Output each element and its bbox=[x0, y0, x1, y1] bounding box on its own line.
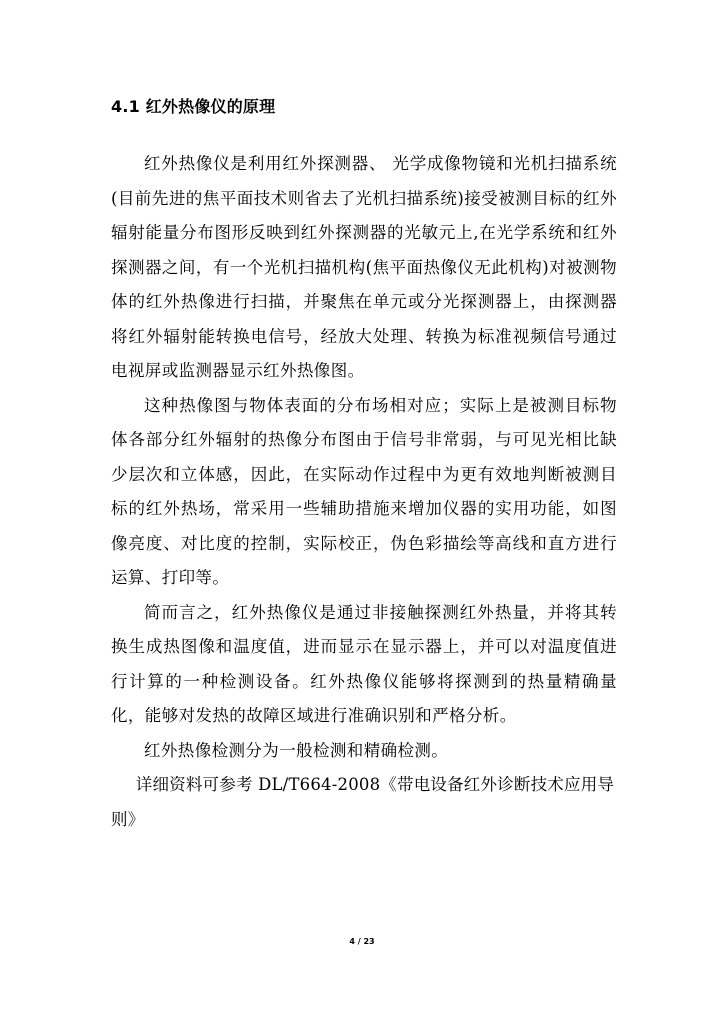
section-heading: 4.1 红外热像仪的原理 bbox=[111, 97, 276, 116]
body-text bbox=[111, 147, 617, 837]
paragraph-detection-types: 红外热像检测分为一般检测和精确检测。 bbox=[144, 740, 449, 760]
paragraph-thermal-image: 这种热像图与物体表面的分布场相对应；实际上是被测目标物体各部分红外辐射的热像分布图由于信号非常弱，与可见光相比缺少层次和立体感，因此，在实际动作过程中为更有效地判断被测目标的红外热场，常采用一些辅助措施来增加仪器的实用功能，如图像亮度、对比度的控制，实际校正，伪色彩描绘等高线和直方进行运算、打印等。 bbox=[111, 395, 617, 587]
page-number: 4 / 23 bbox=[349, 937, 375, 946]
paragraph-summary: 简而言之，红外热像仪是通过非接触探测红外热量，并将其转换生成热图像和温度值，进而显示在显示器上，并可以对温度值进行计算的一种检测设备。红外热像仪能够将探测到的热量精确量化，能够对发热的故障区域进行准确识别和严格分析。 bbox=[111, 602, 617, 725]
paragraph-principle: 红外热像仪是利用红外探测器、 光学成像物镜和光机扫描系统(目前先进的焦平面技术则省去了光机扫描系统)接受被测目标的红外辐射能量分布图形反映到红外探测器的光敏元上,在光学系统和红外探测器之间，有一个光机扫描机构(焦平面热像仪无此机构)对被测物体的红外热像进行扫描，并聚焦在单元或分光探测器上，由探测器将红外辐射能转换电信号，经放大处理、转换为标准视频信号通过电视屏或监测器显示红外热像图。 bbox=[111, 154, 617, 380]
paragraph-reference: 详细资料可参考 DL/T664-2008《带电设备红外诊断技术应用导则》 bbox=[111, 775, 615, 829]
